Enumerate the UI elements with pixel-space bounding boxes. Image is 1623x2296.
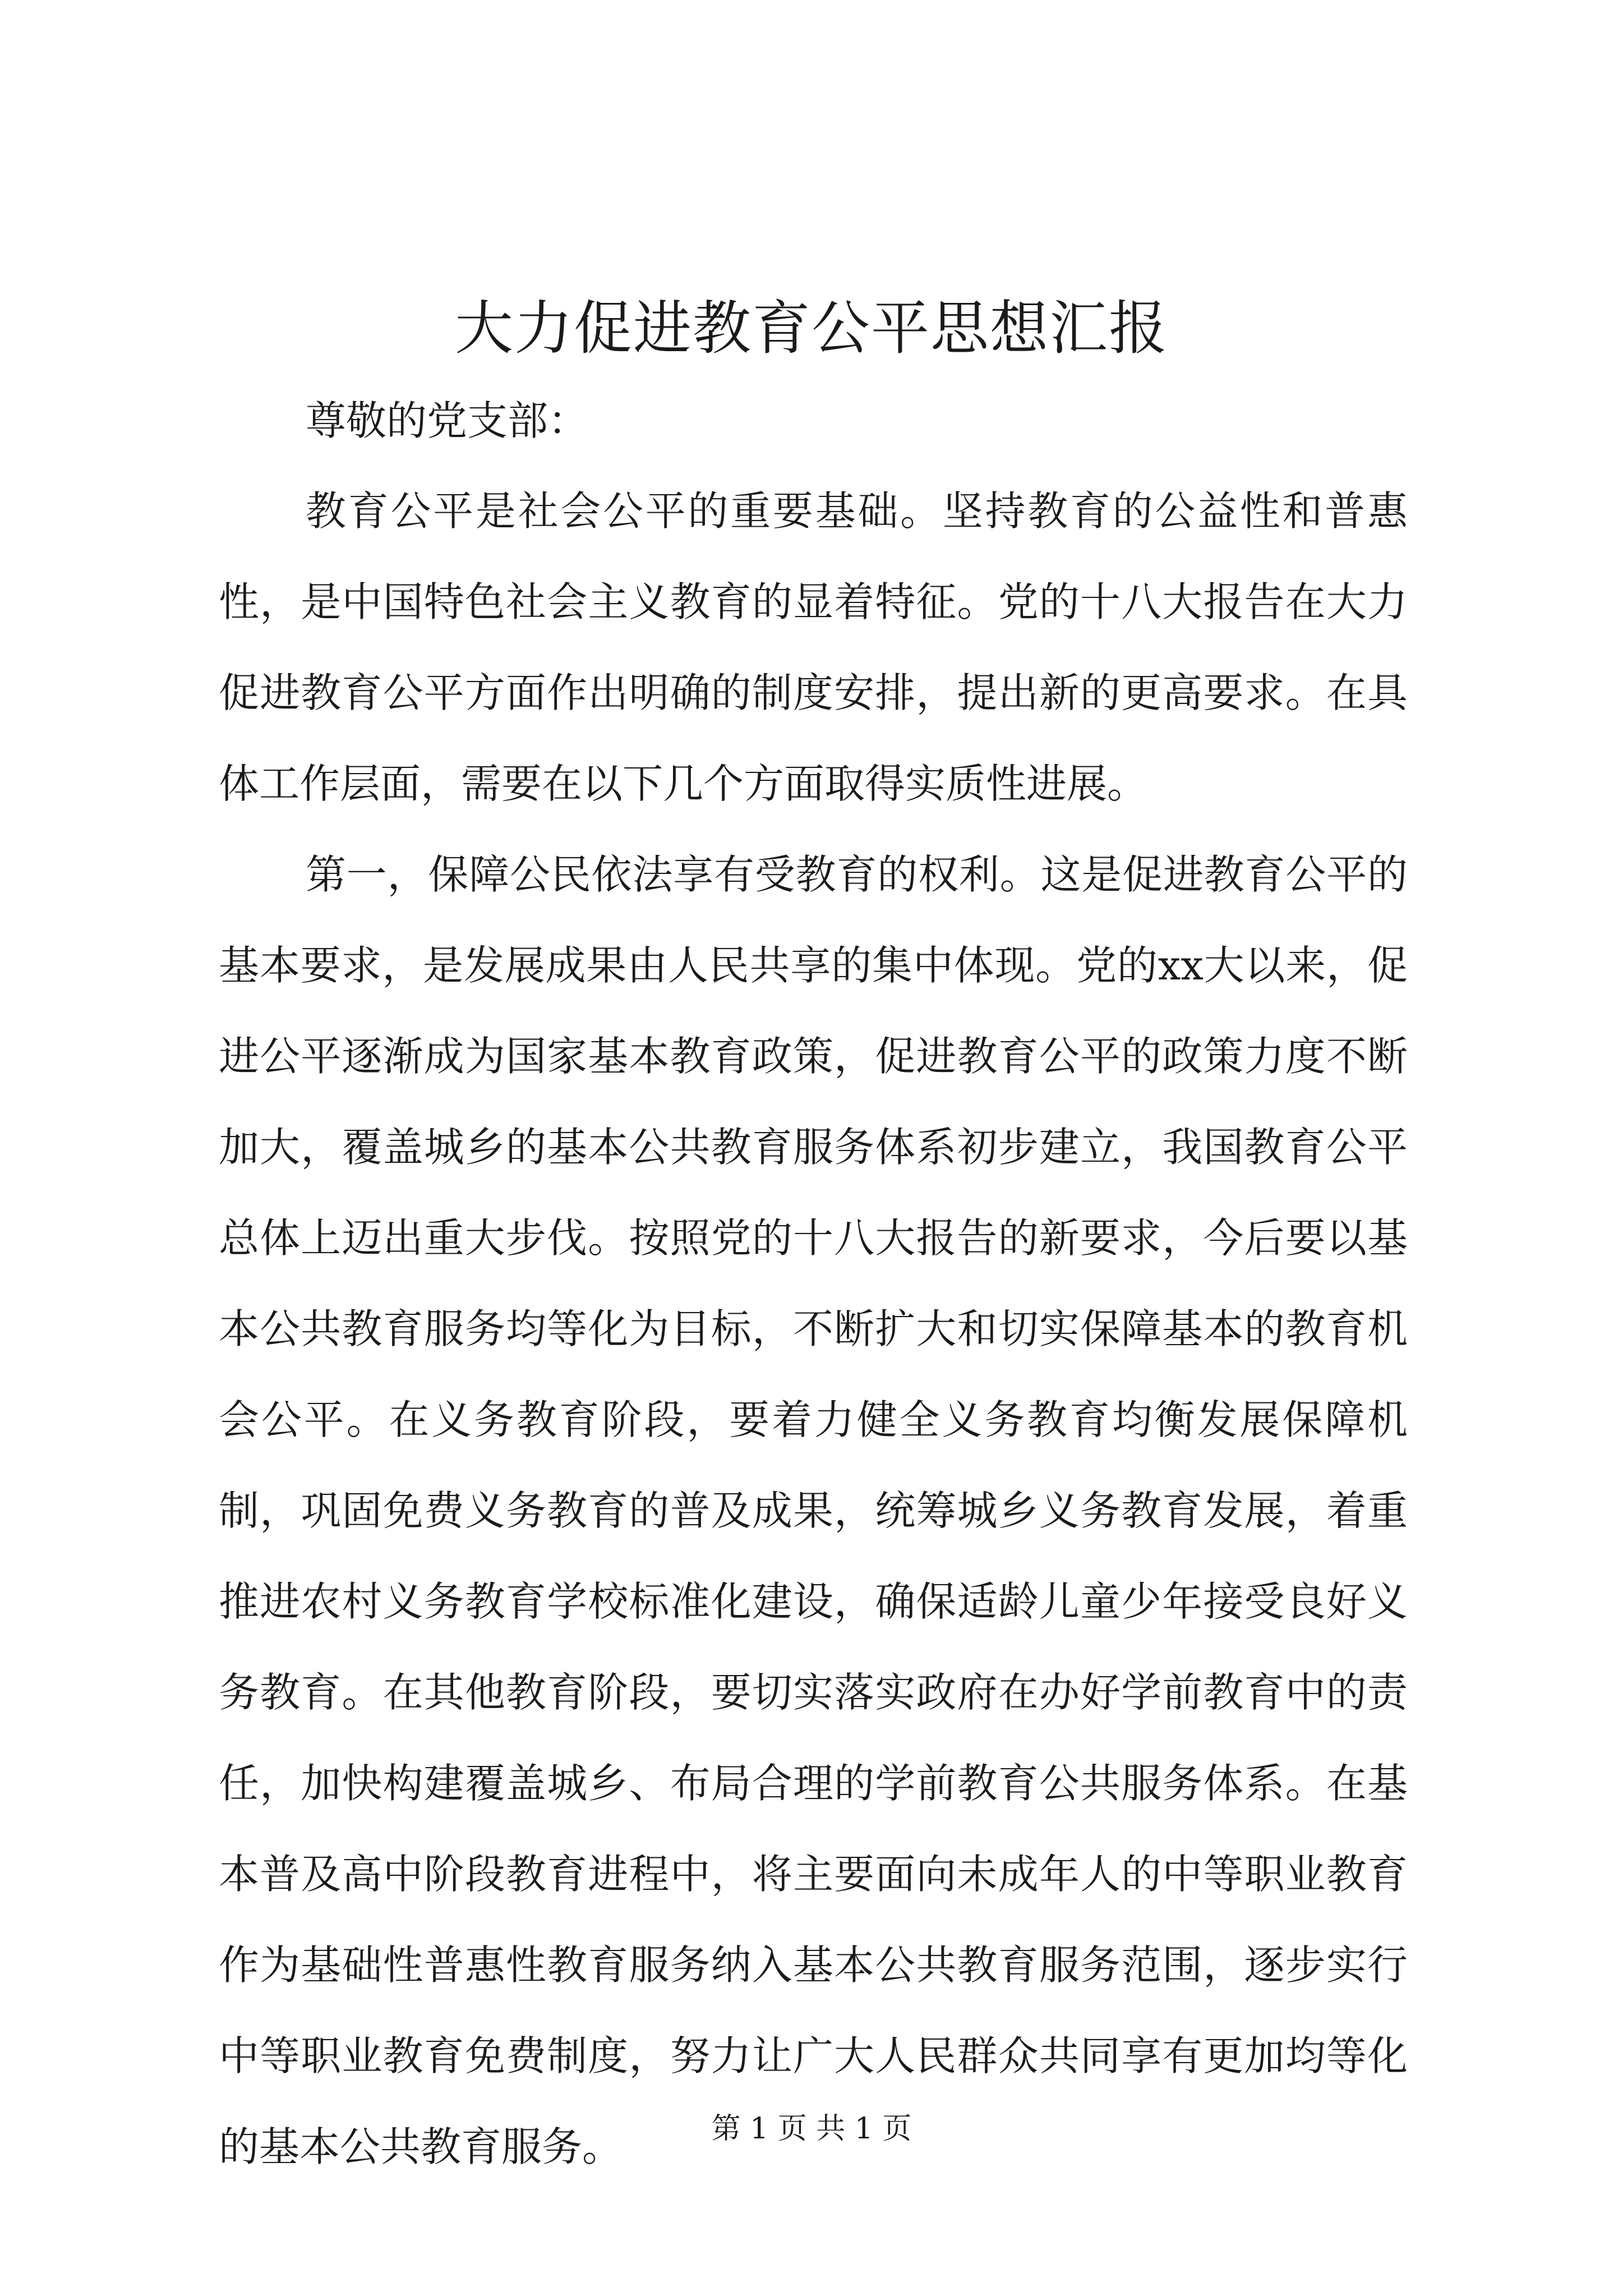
- page-footer: 第 1 页 共 1 页: [711, 2112, 912, 2146]
- paragraph-first-point: 第一，保障公民依法享有受教育的权利。这是促进教育公平的基本要求，是发展成果由人民共享的集中体现。党的xx大以来，促进公平逐渐成为国家基本教育政策，促进教育公平的政策力度不断加大，覆盖城乡的基本公共教育服务体系初步建立，我国教育公平总体上迈出重大步伐。按照党的十八大报告的新要求，今后要以基本公共教育服务均等化为目标，不断扩大和切实保障基本的教育机会公平。在义务教育阶段，要着力健全义务教育均衡发展保障机制，巩固免费义务教育的普及成果，统筹城乡义务教育发展，着重推进农村义务教育学校标准化建设，确保适龄儿童少年接受良好义务教育。在其他教育阶段，要切实落实政府在办好学前教育中的责任，加快构建覆盖城乡、布局合理的学前教育公共服务体系。在基本普及高中阶段教育进程中，将主要面向未成年人的中等职业教育作为基础性普惠性教育服务纳入基本公共教育服务范围，逐步实行中等职业教育免费制度，努力让广大人民群众共同享有更加均等化的基本公共教育服务。: [219, 851, 1408, 2170]
- paragraph-intro: 教育公平是社会公平的重要基础。坚持教育的公益性和普惠性，是中国特色社会主义教育的显着特征。党的十八大报告在大力促进教育公平方面作出明确的制度安排，提出新的更高要求。在具体工作层面，需要在以下几个方面取得实质性进展。: [219, 487, 1408, 807]
- document-body: [219, 466, 1408, 2192]
- document-title: 大力促进教育公平思想汇报: [454, 294, 1168, 362]
- salutation: 尊敬的党支部：: [306, 397, 589, 444]
